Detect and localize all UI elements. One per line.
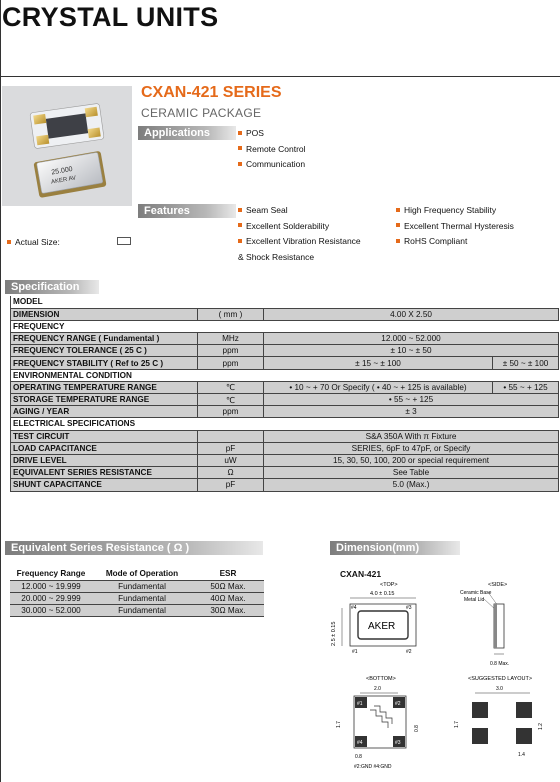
pin-label: #4 [351, 605, 357, 611]
layout-pad [516, 702, 532, 718]
spec-parameter: LOAD CAPACITANCE [11, 442, 198, 454]
pin-label: #3 [395, 740, 401, 746]
layout-pad [472, 702, 488, 718]
specification-table [10, 296, 559, 492]
table-row [11, 442, 559, 454]
esr-cell: 30Ω Max. [192, 604, 264, 616]
layout-width-dim: 3.0 [496, 686, 503, 692]
esr-col-mode: Mode of Operation [105, 569, 179, 579]
table-row [11, 406, 559, 418]
esr-col-frequency: Frequency Range [16, 569, 86, 579]
spec-unit: MHz [198, 333, 264, 345]
table-row [10, 604, 264, 616]
application-item: Remote Control [238, 142, 306, 158]
spec-unit: ppm [198, 357, 264, 369]
spec-value: ± 3 [264, 406, 559, 418]
feature-item: Excellent Thermal Hysteresis [396, 219, 514, 235]
spec-value: 12.000 ~ 52.000 [264, 333, 559, 345]
layout-pad-width-dim: 1.4 [518, 752, 525, 758]
spec-parameter: DIMENSION [11, 308, 198, 320]
applications-list [238, 126, 306, 173]
layout-view-label: <SUGGESTED LAYOUT> [468, 676, 533, 682]
layout-height-dim: 1.7 [454, 721, 460, 728]
applications-heading: Applications [138, 126, 236, 140]
side-view-label: <SIDE> [488, 582, 508, 588]
actual-size-label: Actual Size: [7, 237, 60, 247]
photo-label-frequency: 25.000 [50, 165, 74, 177]
feature-item: & Shock Resistance [238, 251, 315, 262]
pin-label: #1 [357, 701, 363, 707]
spec-unit: pF [198, 442, 264, 454]
feature-item: High Frequency Stability [396, 203, 514, 219]
spec-value: ± 15 ~ ± 100 [264, 357, 493, 369]
pin-label: #4 [357, 740, 363, 746]
table-row [11, 430, 559, 442]
package-type: CERAMIC PACKAGE [141, 106, 262, 120]
spec-value: • 10 ~ + 70 Or Specify ( • 40 ~ + 125 is available) [264, 381, 493, 393]
spec-parameter: FREQUENCY STABILITY ( Ref to 25 C ) [11, 357, 198, 369]
esr-cell: 50Ω Max. [192, 580, 264, 592]
esr-heading: Equivalent Series Resistance ( Ω ) [5, 541, 263, 555]
top-marking: AKER [368, 621, 396, 632]
layout-pad-height-dim: 1.2 [538, 723, 544, 730]
table-row [11, 454, 559, 466]
spec-group-row [11, 296, 559, 308]
dimension-drawing [330, 580, 558, 780]
feature-item: Seam Seal [238, 203, 361, 219]
table-row [11, 479, 559, 491]
spec-unit: ppm [198, 406, 264, 418]
spec-value: ± 10 ~ ± 50 [264, 345, 559, 357]
spec-unit [198, 430, 264, 442]
spec-unit: pF [198, 479, 264, 491]
spec-value: SERIES, 6pF to 47pF, or Specify [264, 442, 559, 454]
side-note-base: Ceramic Base [460, 590, 492, 596]
bottom-height-dim: 1.7 [336, 721, 342, 728]
top-view-label: <TOP> [380, 582, 398, 588]
spec-group-label: ENVIRONMENTAL CONDITION [11, 369, 559, 381]
series-title: CXAN-421 SERIES [141, 84, 282, 101]
table-row [10, 592, 264, 604]
spec-value: • 55 ~ + 125 [264, 394, 559, 406]
features-heading: Features [138, 204, 236, 218]
spec-unit: Ω [198, 467, 264, 479]
feature-item: Excellent Vibration Resistance [238, 234, 361, 250]
layout-pad [516, 728, 532, 744]
spec-group-label: MODEL [11, 296, 559, 308]
bottom-pad-dim: 0.8 [414, 725, 420, 732]
table-row [11, 345, 559, 357]
spec-parameter: DRIVE LEVEL [11, 454, 198, 466]
spec-value-alt: ± 50 ~ ± 100 [493, 357, 559, 369]
pin-label: #1 [352, 649, 358, 655]
spec-value: See Table [264, 467, 559, 479]
spec-unit: uW [198, 454, 264, 466]
left-border [0, 0, 1, 782]
spec-parameter: FREQUENCY RANGE ( Fundamental ) [11, 333, 198, 345]
application-item: Communication [238, 157, 306, 173]
table-row [11, 357, 559, 369]
spec-unit: ( mm ) [198, 308, 264, 320]
esr-table [10, 568, 264, 617]
spec-parameter: OPERATING TEMPERATURE RANGE [11, 381, 198, 393]
spec-value: 4.00 X 2.50 [264, 308, 559, 320]
dimension-heading: Dimension(mm) [330, 541, 460, 555]
spec-group-label: ELECTRICAL SPECIFICATIONS [11, 418, 559, 430]
pin-label: #2 [406, 649, 412, 655]
table-row [11, 394, 559, 406]
page-title: CRYSTAL UNITS [2, 2, 219, 32]
table-row [11, 467, 559, 479]
spec-value: 5.0 (Max.) [264, 479, 559, 491]
gnd-note: #2:GND #4:GND [354, 764, 392, 770]
top-width-dim: 4.0 ± 0.15 [370, 591, 395, 597]
specification-heading: Specification [5, 280, 99, 294]
spec-parameter: TEST CIRCUIT [11, 430, 198, 442]
actual-size-box [117, 237, 131, 245]
side-height-dim: 0.8 Max. [490, 661, 510, 667]
esr-cell: 40Ω Max. [192, 592, 264, 604]
top-height-dim: 2.5 ± 0.15 [331, 621, 337, 646]
esr-cell: 12.000 ~ 19.999 [10, 580, 92, 592]
feature-item: Excellent Solderability [238, 219, 361, 235]
table-row [11, 308, 559, 320]
esr-cell: 20.000 ~ 29.999 [10, 592, 92, 604]
bottom-pad-width-dim: 0.8 [355, 754, 362, 760]
esr-col-esr: ESR [219, 569, 237, 579]
photo-label-brand: AKER AV [50, 175, 77, 186]
title-divider [0, 76, 560, 77]
esr-cell: Fundamental [92, 604, 192, 616]
esr-cell: 30.000 ~ 52.000 [10, 604, 92, 616]
pin-label: #2 [395, 701, 401, 707]
application-item: POS [238, 126, 306, 142]
spec-group-label: FREQUENCY [11, 320, 559, 332]
spec-parameter: SHUNT CAPACITANCE [11, 479, 198, 491]
esr-cell: Fundamental [92, 592, 192, 604]
spec-value: 15, 30, 50, 100, 200 or special requirement [264, 454, 559, 466]
dimension-model: CXAN-421 [340, 569, 382, 579]
spec-unit: ppm [198, 345, 264, 357]
feature-item: RoHS Compliant [396, 234, 514, 250]
bottom-view-label: <BOTTOM> [366, 676, 396, 682]
spec-unit: ℃ [198, 394, 264, 406]
pin-label: #3 [406, 605, 412, 611]
product-photo [2, 86, 132, 206]
spec-parameter: STORAGE TEMPERATURE RANGE [11, 394, 198, 406]
bottom-width-dim: 2.0 [374, 686, 381, 692]
features-list-1 [238, 203, 361, 265]
table-row [11, 333, 559, 345]
spec-value-alt: • 55 ~ + 125 [493, 381, 559, 393]
spec-group-row [11, 369, 559, 381]
table-row [10, 580, 264, 592]
spec-value: S&A 350A With π Fixture [264, 430, 559, 442]
features-list-2 [396, 203, 514, 250]
esr-cell: Fundamental [92, 580, 192, 592]
spec-parameter: FREQUENCY TOLERANCE ( 25 C ) [11, 345, 198, 357]
spec-unit: ℃ [198, 381, 264, 393]
table-row [11, 381, 559, 393]
layout-pad [472, 728, 488, 744]
spec-group-row [11, 320, 559, 332]
side-note-lid: Metal Lid [464, 597, 485, 603]
spec-parameter: AGING / YEAR [11, 406, 198, 418]
spec-group-row [11, 418, 559, 430]
spec-parameter: EQUIVALENT SERIES RESISTANCE [11, 467, 198, 479]
